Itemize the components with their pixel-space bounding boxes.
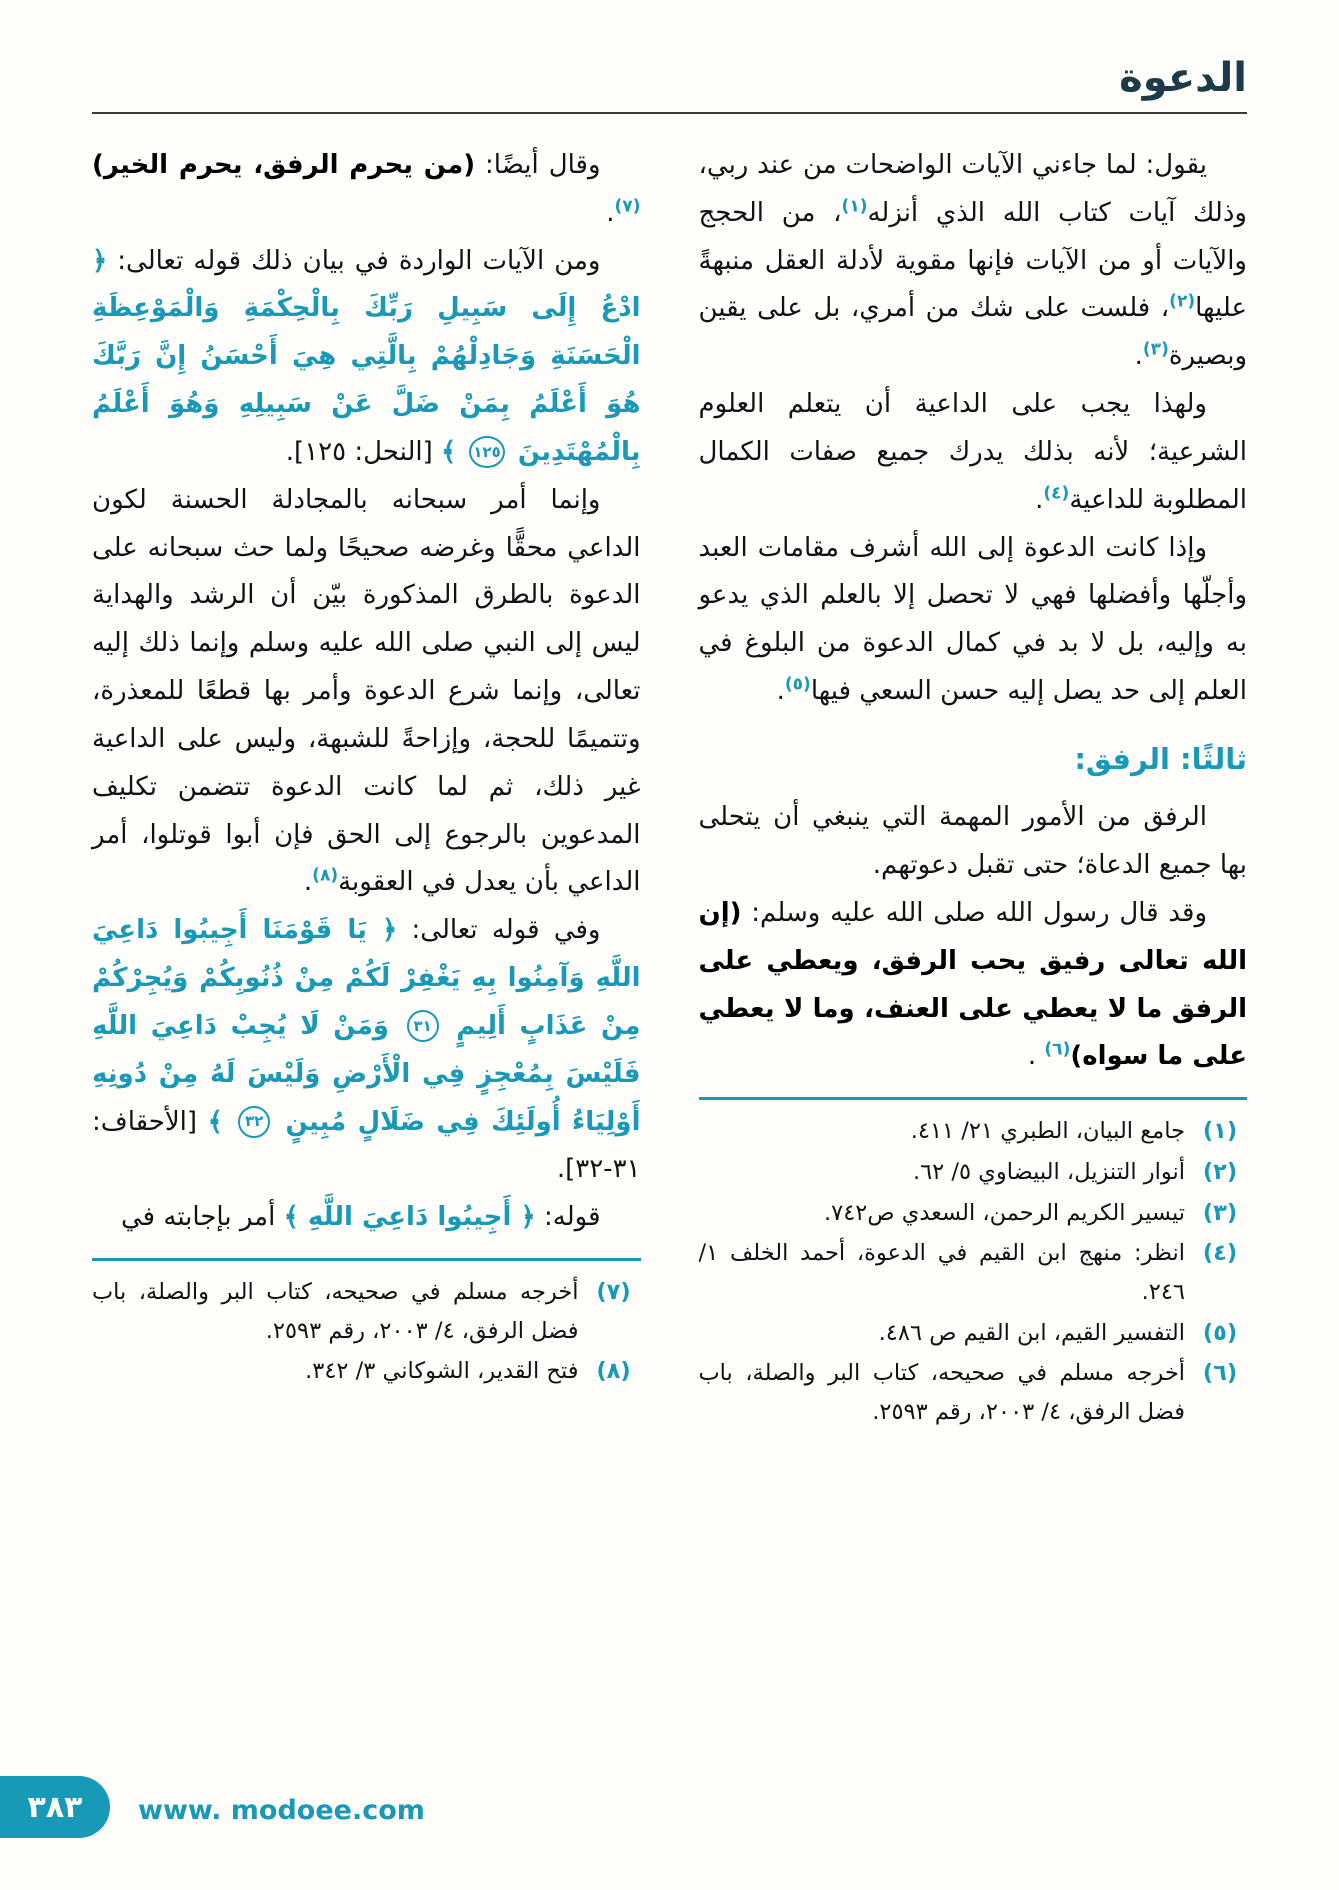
body-text: [النحل: ١٢٥]. (285, 436, 441, 467)
body-text: ، فلست على شك من أمري، بل على يقين وبصيرة (698, 293, 1247, 372)
page-header (0, 0, 1339, 114)
body-text: . (776, 676, 785, 707)
column-right (699, 142, 1248, 1432)
body-text: . (1027, 1041, 1045, 1072)
quran-verse: ﴾ (441, 436, 466, 467)
footnote-item (92, 1352, 641, 1391)
paragraph (92, 907, 641, 1194)
footnote-number: (٤) (1202, 1240, 1238, 1267)
body-text: وفي قوله تعالى: (397, 915, 601, 946)
quran-verse: ﴾ (207, 1106, 235, 1137)
body-text: وإذا كانت الدعوة إلى الله أشرف مقامات العبد وأجلّها وأفضلها فهي لا تحصل إلا بالعلم الذي يدعو به وإليه، بل لا بد في كمال الدعوة من البلوغ في العلم إلى حد يصل إليه حسن السعي فيها (698, 532, 1247, 707)
footnote-number: (٦) (1202, 1360, 1238, 1387)
footnote-text: أخرجه مسلم في صحيحه، كتاب البر والصلة، باب فضل الرفق، ٤/ ٢٠٠٣، رقم ٢٥٩٣. (698, 1360, 1185, 1426)
paragraph (92, 477, 641, 907)
body-text: ومن الآيات الواردة في بيان ذلك قوله تعالى: (107, 245, 601, 276)
footnote-ref: (١) (841, 196, 868, 217)
ayah-number-badge: ٣٢ (238, 1106, 270, 1138)
paragraph (92, 238, 641, 477)
footnote-ref: (٨) (312, 865, 339, 886)
hadith-text: (من يحرم الرفق، يحرم الخير) (92, 150, 476, 180)
two-column-layout (0, 114, 1339, 1432)
footnote-ref: (٢) (1169, 291, 1196, 312)
paragraph (699, 142, 1248, 381)
quran-verse: ﴿ يَا قَوْمَنَا أَجِيبُوا دَاعِيَ اللَّهِ وَآمِنُوا بِهِ يَغْفِرْ لَكُمْ مِنْ ذُنُوبِكُمْ وَيُجِرْكُمْ مِنْ عَذَابٍ أَلِيمٍ (92, 915, 641, 1041)
footnote-text: أخرجه مسلم في صحيحه، كتاب البر والصلة، باب فضل الرفق، ٤/ ٢٠٠٣، رقم ٢٥٩٣. (92, 1279, 579, 1344)
quran-verse: ﴿ ادْعُ إِلَى سَبِيلِ رَبِّكَ بِالْحِكْمَةِ وَالْمَوْعِظَةِ الْحَسَنَةِ وَجَادِلْهُمْ بِالَّتِي هِيَ أَحْسَنُ إِنَّ رَبَّكَ هُوَ أَعْلَمُ بِمَنْ ضَلَّ عَنْ سَبِيلِهِ وَهُوَ أَعْلَمُ بِالْمُهْتَدِينَ (92, 245, 641, 467)
body-text: . (1035, 484, 1044, 515)
column-right-text (699, 142, 1248, 1081)
paragraph (92, 142, 641, 238)
quran-verse: ﴿ أَجِيبُوا دَاعِيَ اللَّهِ ﴾ (283, 1202, 536, 1233)
footnote-ref: (٣) (1142, 339, 1169, 360)
footnote-number: (١) (1202, 1118, 1238, 1145)
paragraph (699, 794, 1248, 890)
footnote-item (699, 1153, 1248, 1192)
body-text: يقول: لما جاءني الآيات الواضحات من عند ربي، وذلك آيات كتاب الله الذي أنزله (698, 150, 1247, 228)
quran-verse: وَمَنْ لَا يُجِبْ دَاعِيَ اللَّهِ فَلَيْسَ بِمُعْجِزٍ فِي الْأَرْضِ وَلَيْسَ لَهُ مِنْ دُونِهِ أَوْلِيَاءُ أُولَئِكَ فِي ضَلَالٍ مُبِينٍ (92, 1010, 641, 1137)
column-left-footnotes (92, 1273, 641, 1391)
body-text: وقد قال رسول الله صلى الله عليه وسلم: (741, 897, 1207, 928)
footnote-number: (٣) (1202, 1199, 1238, 1226)
footnote-number: (٥) (1202, 1319, 1238, 1346)
body-text: . (606, 197, 615, 228)
ayah-number-badge: ١٢٥ (469, 436, 504, 468)
hadith-text: (إن الله تعالى رفيق يحب الرفق، ويعطي على الرفق ما لا يعطي على العنف، وما لا يعطي على ما سواه) (698, 897, 1247, 1072)
footnote-ref: (٤) (1043, 483, 1070, 504)
footnote-text: انظر: منهج ابن القيم في الدعوة، أحمد الخلف ١/ ٢٤٦. (698, 1240, 1185, 1306)
paragraph (699, 525, 1248, 716)
column-left-text (92, 142, 641, 1242)
ayah-number-badge: ٣١ (407, 1010, 439, 1042)
footnote-text: تيسير الكريم الرحمن، السعدي ص٧٤٢. (823, 1199, 1185, 1226)
section-heading: ثالثًا: الرفق: (1074, 741, 1247, 776)
page-number: ٣٨٣ (27, 1789, 83, 1825)
page-number-badge (0, 1776, 110, 1838)
column-right-footnotes (699, 1112, 1248, 1432)
body-text: ، من الحجج والآيات أو من الآيات فإنها مقوية لأدلة العقل منبهةً عليها (698, 197, 1247, 324)
paragraph (92, 1194, 641, 1242)
paragraph (699, 381, 1248, 524)
page-header-title: الدعوة (1119, 55, 1247, 101)
footnote-item (699, 1314, 1248, 1353)
footnote-text: فتح القدير، الشوكاني ٣/ ٣٤٢. (305, 1358, 579, 1385)
body-text: أمر بإجابته في (121, 1202, 284, 1233)
footnote-item (699, 1112, 1248, 1151)
footnote-number: (٢) (1202, 1158, 1238, 1185)
footnote-separator-right (699, 1097, 1248, 1100)
footnote-number: (٧) (596, 1279, 631, 1306)
paragraph (699, 890, 1248, 1081)
website-link[interactable]: www. modoee.com (138, 1795, 425, 1826)
body-text: [الأحقاف: ٣١-٣٢]. (92, 1106, 641, 1185)
footnote-ref: (٧) (614, 196, 641, 217)
footnote-text: أنوار التنزيل، البيضاوي ٥/ ٦٢. (912, 1158, 1185, 1185)
footnote-ref: (٥) (784, 674, 811, 695)
footnote-text: جامع البيان، الطبري ٢١/ ٤١١. (910, 1118, 1185, 1145)
footnote-text: التفسير القيم، ابن القيم ص ٤٨٦. (878, 1319, 1185, 1346)
footnote-item (699, 1234, 1248, 1311)
body-text: الرفق من الأمور المهمة التي ينبغي أن يتحلى بها جميع الدعاة؛ حتى تقبل دعوتهم. (698, 802, 1247, 881)
footnote-item (699, 1194, 1248, 1233)
body-text: قوله: (535, 1202, 601, 1233)
body-text: . (303, 867, 313, 898)
footnote-separator-left (92, 1258, 641, 1261)
footnote-item (699, 1354, 1248, 1431)
body-text: وقال أيضًا: (475, 150, 601, 180)
body-text: ولهذا يجب على الداعية أن يتعلم العلوم الشرعية؛ لأنه بذلك يدرك جميع صفات الكمال المطلوبة للداعية (698, 389, 1247, 515)
footnote-ref: (٦) (1044, 1039, 1071, 1060)
body-text: . (1134, 341, 1143, 372)
footnote-number: (٨) (596, 1358, 631, 1385)
footnote-item (92, 1273, 641, 1350)
column-left (92, 142, 641, 1391)
body-text: وإنما أمر سبحانه بالمجادلة الحسنة لكون الداعي محقًّا وغرضه صحيحًا ولما حث سبحانه على الدعوة بالطرق المذكورة بيّن أن الرشد والهداية ليس إلى النبي صلى الله عليه وسلم وإنما ذلك إليه تعالى، وإنما شرع الدعوة وأمر بها قطعًا للمعذرة، وتتميمًا للحجة، وإزاحةً للشبهة، وليس على الداعية غير ذلك، ثم لما كانت الدعوة تتضمن تكليف المدعوين بالرجوع إلى الحق فإن أبوا قوتلوا، أمر الداعي بأن يعدل في العقوبة (92, 484, 641, 898)
